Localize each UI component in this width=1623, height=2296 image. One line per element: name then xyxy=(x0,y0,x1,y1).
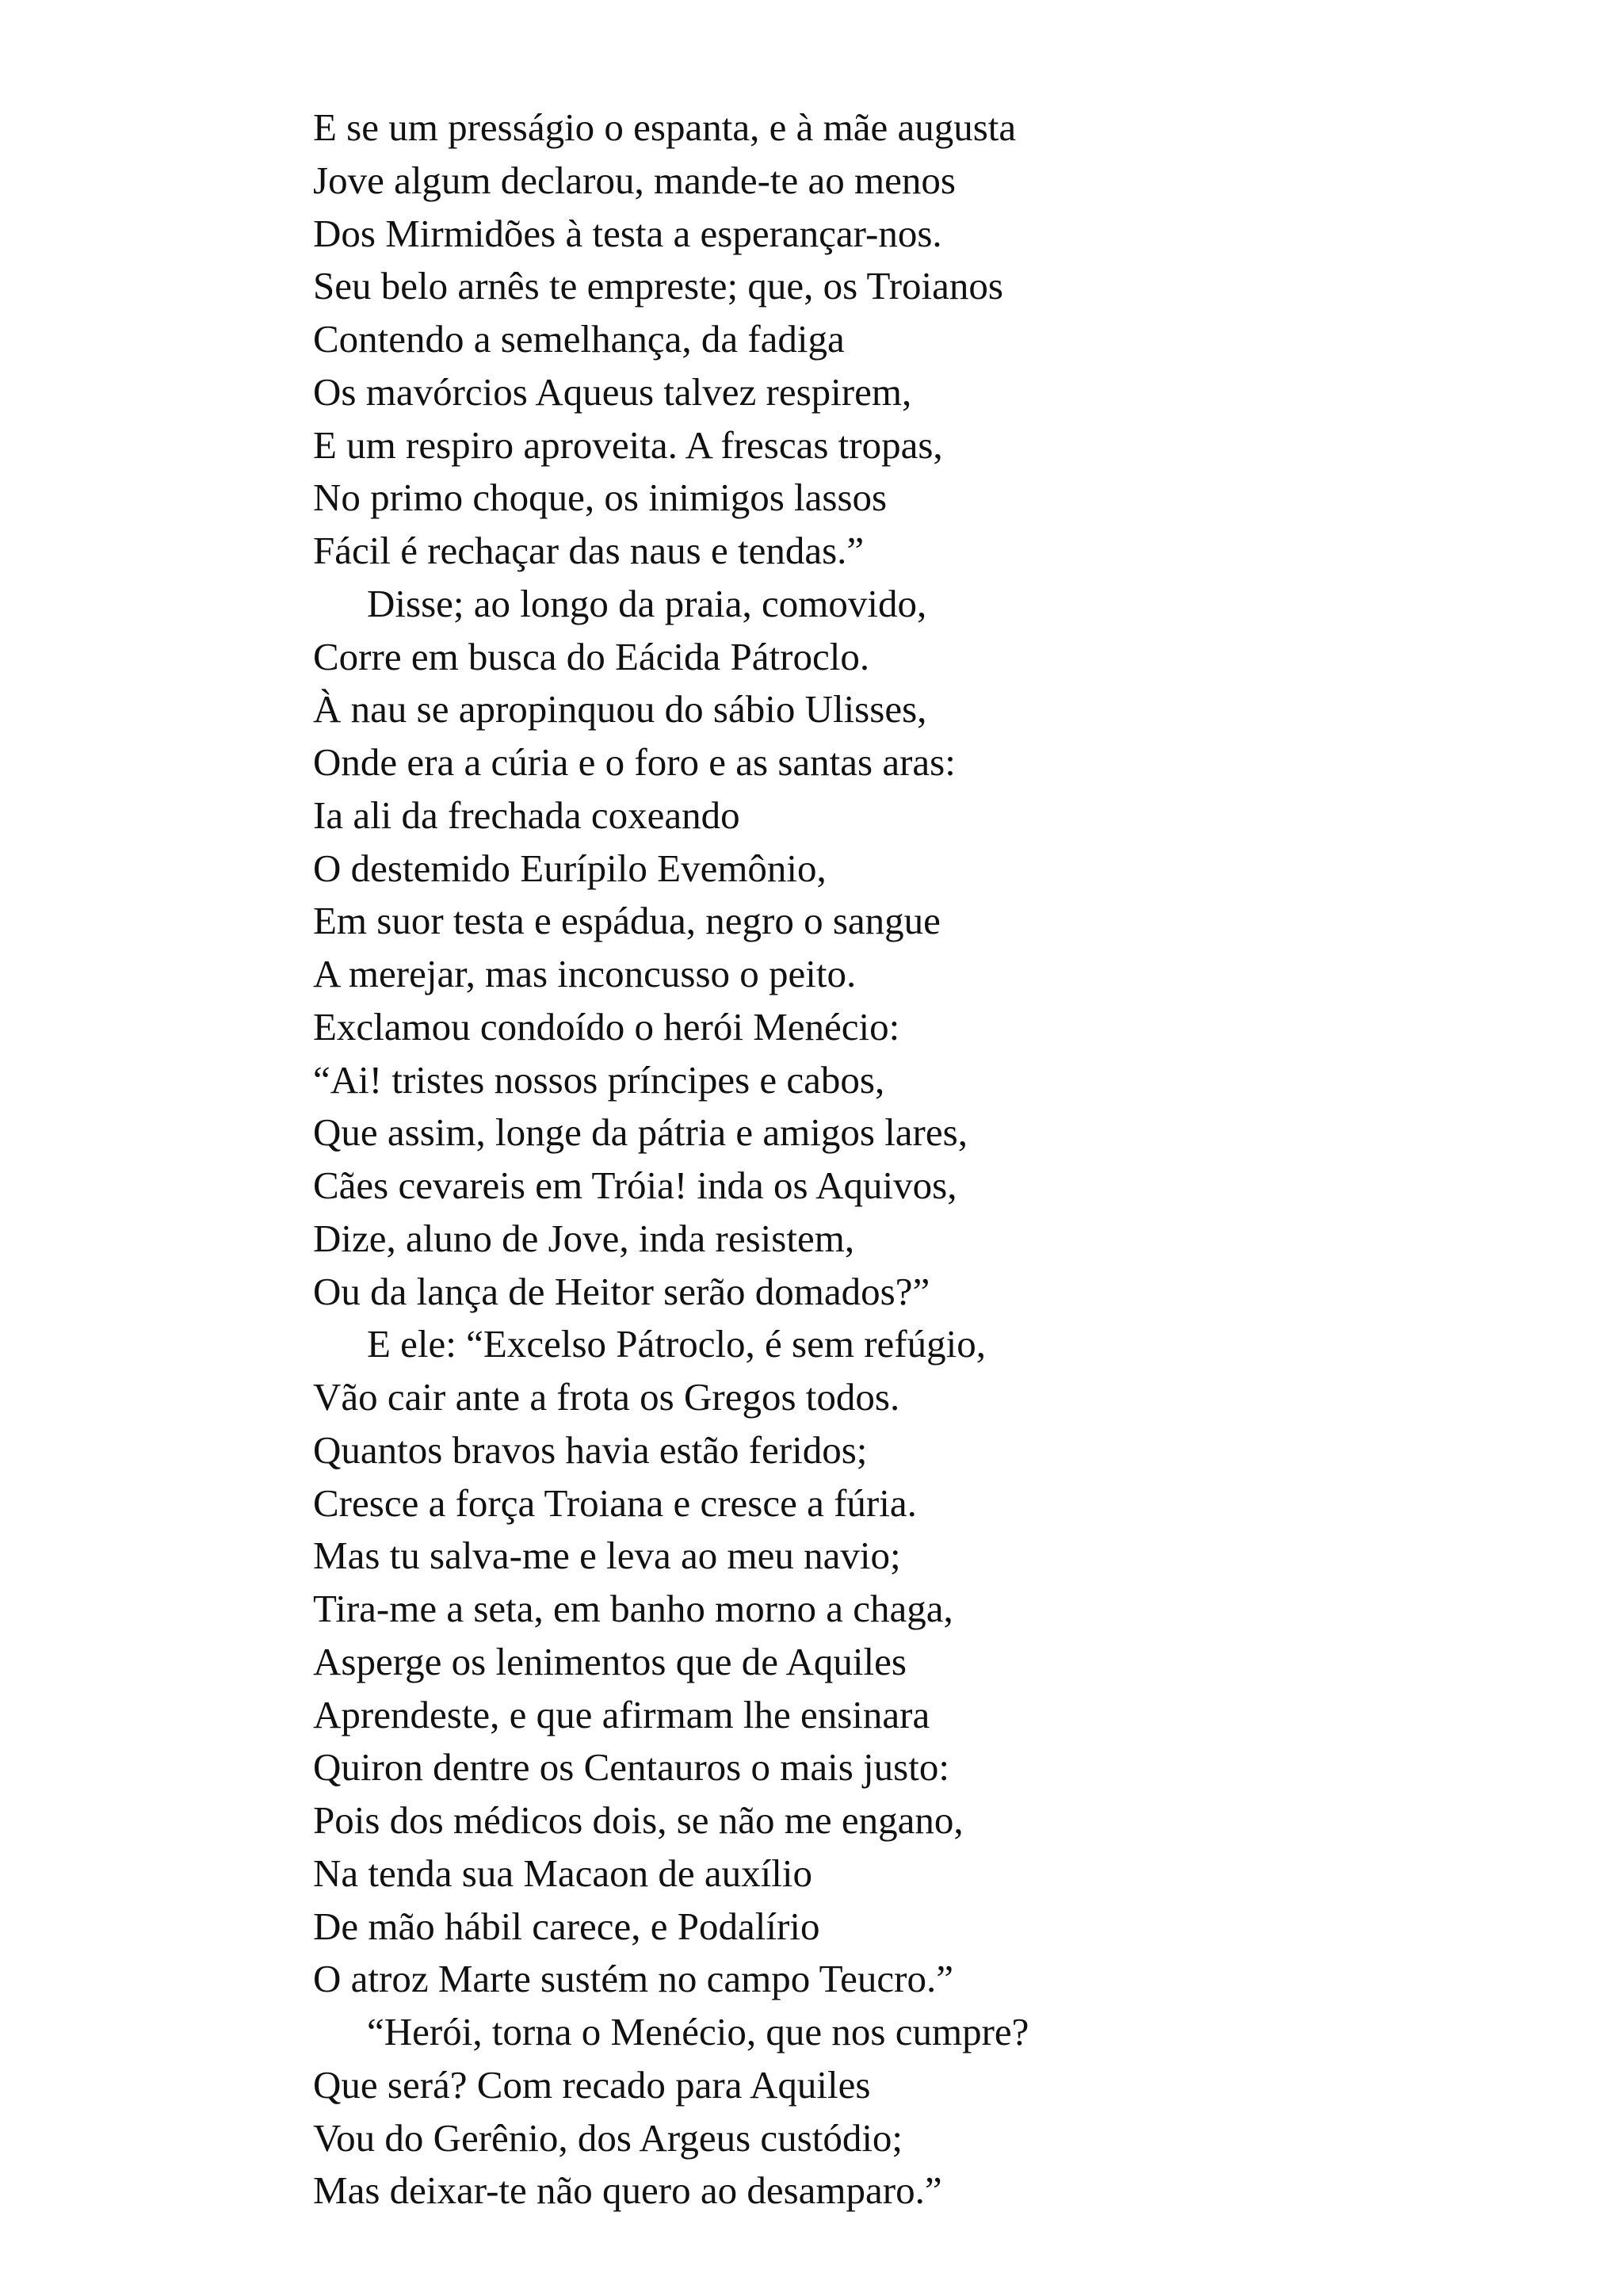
poem-line: Dos Mirmidões à testa a esperançar-nos. xyxy=(313,211,942,255)
poem-line: Disse; ao longo da praia, comovido, xyxy=(367,581,927,625)
poem-line: O destemido Eurípilo Evemônio, xyxy=(313,846,827,890)
poem-line: Que assim, longe da pátria e amigos lares, xyxy=(313,1110,968,1155)
poem-line: Vou do Gerênio, dos Argeus custódio; xyxy=(313,2115,903,2160)
poem-line: Pois dos médicos dois, se não me engano, xyxy=(313,1798,964,1842)
poem-line: A merejar, mas inconcusso o peito. xyxy=(313,952,857,995)
poem-line: Tira-me a seta, em banho morno a chaga, xyxy=(313,1587,953,1630)
poem-line: Quiron dentre os Centauros o mais justo: xyxy=(313,1745,949,1790)
poem-line: Quantos bravos havia estão feridos; xyxy=(313,1427,868,1472)
poem-line: Exclamou condoído o herói Menécio: xyxy=(313,1004,900,1049)
poem-line: E se um presságio o espanta, e à mãe augusta xyxy=(313,105,1017,149)
poem-line: “Ai! tristes nossos príncipes e cabos, xyxy=(313,1057,885,1102)
poem-line: Seu belo arnês te empreste; que, os Troianos xyxy=(313,264,1003,308)
poem-line: À nau se apropinquou do sábio Ulisses, xyxy=(313,687,927,732)
poem-line: Contendo a semelhança, da fadiga xyxy=(313,317,845,361)
poem-line: E ele: “Excelso Pátroclo, é sem refúgio, xyxy=(367,1322,986,1366)
poem-text-block xyxy=(313,101,1502,2218)
poem-line: Dize, aluno de Jove, inda resistem, xyxy=(313,1216,855,1260)
poem-line: Cães cevareis em Tróia! inda os Aquivos, xyxy=(313,1163,957,1207)
poem-line: Vão cair ante a frota os Gregos todos. xyxy=(313,1375,900,1419)
poem-line: Cresce a força Troiana e cresce a fúria. xyxy=(313,1480,917,1525)
poem-line: De mão hábil carece, e Podalírio xyxy=(313,1904,820,1948)
poem-line: Asperge os lenimentos que de Aquiles xyxy=(313,1639,907,1683)
poem-line: Onde era a cúria e o foro e as santas aras: xyxy=(313,740,956,784)
poem-line: E um respiro aproveita. A frescas tropas, xyxy=(313,422,943,467)
poem-line: Mas tu salva-me e leva ao meu navio; xyxy=(313,1534,901,1578)
poem-line: O atroz Marte sustém no campo Teucro.” xyxy=(313,1957,953,2001)
poem-line: Fácil é rechaçar das naus e tendas.” xyxy=(313,529,865,572)
poem-line: Mas deixar-te não quero ao desamparo.” xyxy=(313,2168,942,2213)
poem-line: Em suor testa e espádua, negro o sangue xyxy=(313,899,941,943)
poem-line: “Herói, torna o Menécio, que nos cumpre? xyxy=(367,2010,1029,2053)
poem-line: Jove algum declarou, mande-te ao menos xyxy=(313,158,956,202)
poem-line: Corre em busca do Eácida Pátroclo. xyxy=(313,634,870,678)
poem-line: Que será? Com recado para Aquiles xyxy=(313,2062,871,2107)
poem-line: Ia ali da frechada coxeando xyxy=(313,793,740,837)
poem-line: Aprendeste, e que afirmam lhe ensinara xyxy=(313,1692,930,1736)
poem-line: Os mavórcios Aqueus talvez respirem, xyxy=(313,369,912,414)
poem-line: Ou da lança de Heitor serão domados?” xyxy=(313,1269,930,1313)
poem-line: Na tenda sua Macaon de auxílio xyxy=(313,1851,812,1895)
poem-line: No primo choque, os inimigos lassos xyxy=(313,476,888,520)
